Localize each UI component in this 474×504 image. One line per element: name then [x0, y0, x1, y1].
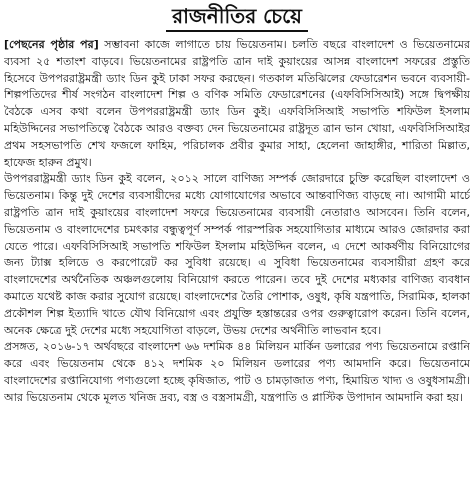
article-paragraph-1: [4, 37, 470, 171]
article-paragraph-3: প্রসঙ্গত, ২০১৬-১৭ অর্থবছরে বাংলাদেশ ৬৬ দশমিক ৪৪ মিলিয়ন মার্কিন ডলারের পণ্য ভিয়েতনামে রপ্তানি করে এবং ভিয়েতনাম থেকে ৪১২ দশমিক ২০ মিলিয়ন ডলারের পণ্য আমদানি করে। ভিয়েতনামে বাংলাদেশের রপ্তানিযোগ্য পণ্যগুলো হচ্ছে কৃষিজাত, পাট ও চামড়াজাত পণ্য, হিমায়িত খাদ্য ও ওষুধসামগ্রী। আর ভিয়েতনাম থেকে মূলত খনিজ দ্রব্য, বস্ত্র ও বস্ত্রসামগ্রী, যন্ত্রপাতি ও প্লাস্টিক উপাদান আমদানি করা হয়।: [4, 340, 470, 404]
paragraph-1-text: সম্ভাবনা কাজে লাগাতে চায় ভিয়েতনাম। চলতি বছরে বাংলাদেশ ও ভিয়েতনামের ব্যবসা ২৫ শতাংশ বাড়বে। ভিয়েতনামের রাষ্ট্রপতি ত্রান দাই কুয়াংয়ের আসন্ন বাংলাদেশ সফরের প্রস্তুতি হিসেবে উপপররাষ্ট্রমন্ত্রী ড্যাং ডিন কুই ঢাকা সফর করছেন। গতকাল মতিঝিলের ফেডারেশন ভবনে ব্যবসায়ী-শিল্পপতিদের শীর্ষ সংগঠন বাংলাদেশ শিল্প ও বণিক সমিতি ফেডারেশনের (এফবিসিসিআই) সঙ্গে দ্বিপক্ষীয় বৈঠকে এসব কথা বলেন উপপররাষ্ট্রমন্ত্রী ড্যাং ডিন কুই। এফবিসিসিআই সভাপতি শফিউল ইসলাম মহিউদ্দিনের সভাপতিত্বে বৈঠকে আরও বক্তব্য দেন ভিয়েতনামের রাষ্ট্রদূত ত্রান ভান খোয়া, এফবিসিসিআইর প্রথম সহসভাপতি শেখ ফজলে ফাহিম, পরিচালক প্রবীর কুমার সাহা, হেলেনা জাহাঙ্গীর, শারিতা মিল্লাত, হাফেজ হারুন প্রমুখ।: [4, 38, 470, 169]
article-paragraph-2: উপপররাষ্ট্রমন্ত্রী ড্যাং ডিন কুই বলেন, ২০১২ সালে বাণিজ্য সম্পর্ক জোরদারে চুক্তি করেছিল বাংলাদেশ ও ভিয়েতনাম। কিন্তু দুই দেশের ব্যবসায়ীদের মধ্যে যোগাযোগের অভাবে আন্তবাণিজ্য বাড়ছে না। আগামী মার্চে রাষ্ট্রপতি ত্রান দাই কুয়াংয়ের বাংলাদেশ সফরে ভিয়েতনামের ব্যবসায়ী নেতারাও আসবেন। তিনি বলেন, ভিয়েতনাম ও বাংলাদেশের চমৎকার বন্ধুত্বপূর্ণ সম্পর্ক পারস্পরিক সহযোগিতার মাধ্যমে আরও জোরদার করা যেতে পারে। এফবিসিসিআই সভাপতি শফিউল ইসলাম মহিউদ্দিন বলেন, এ দেশে আকর্ষণীয় বিনিয়োগের জন্য ট্যাক্স হলিডে ও করপোরেট কর সুবিধা রয়েছে। এ সুবিধা ভিয়েতনামের ব্যবসায়ীরা গ্রহণ করে বাংলাদেশের অর্থনৈতিক অঞ্চলগুলোয় বিনিয়োগ করতে পারেন। তবে দুই দেশের মধ্যকার বাণিজ্য ব্যবধান কমাতে যথেষ্ট কাজ করার সুযোগ রয়েছে। বাংলাদেশের তৈরি পোশাক, ওষুধ, কৃষি যন্ত্রপাতি, সিরামিক, হালকা প্রকৌশল শিল্প ইত্যাদি খাতে যৌথ বিনিয়োগ এবং প্রযুক্তি হস্তান্তরের ওপর গুরুত্বারোপ করেন। তিনি বলেন, অনেক ক্ষেত্রে দুই দেশের মধ্যে সহযোগিতা বাড়লে, উভয় দেশের অর্থনীতি লাভবান হবে।: [4, 172, 470, 337]
continuation-kicker: [পেছনের পৃষ্ঠার পর]: [4, 38, 99, 51]
headline-container: [0, 4, 474, 32]
article-body: [4, 37, 470, 499]
headline: রাজনীতির চেয়ে: [166, 4, 308, 32]
